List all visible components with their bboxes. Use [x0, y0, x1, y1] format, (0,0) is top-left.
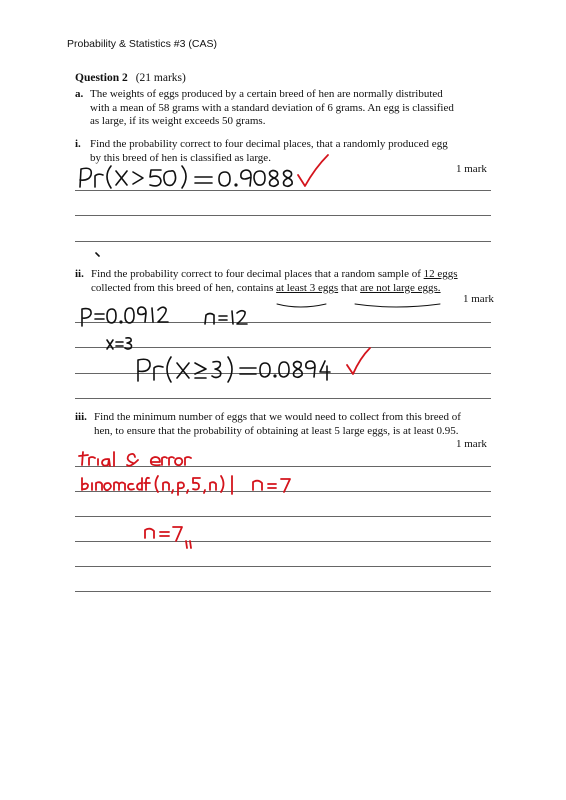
part-iii-line-2: hen, to ensure that the probability of obtaining at least 5 large eggs, is at least 0.95.: [94, 424, 459, 437]
part-iii-mark: 1 mark: [456, 438, 487, 450]
part-ii-underline-not-large: are not large eggs.: [360, 281, 441, 294]
handwriting-part-i: [80, 166, 292, 188]
part-ii-underline-at-least-3-eggs: at least 3 eggs: [276, 281, 339, 294]
stray-mark: [96, 253, 99, 256]
part-ii-mark: 1 mark: [463, 293, 494, 305]
tick-icon: [298, 155, 328, 186]
handwriting-part-ii-line-2: [107, 338, 132, 349]
part-ii-label: ii.: [75, 268, 84, 280]
part-i-mark: 1 mark: [456, 163, 487, 175]
part-ii-line-2-c: that: [338, 281, 361, 294]
handwriting-part-iii-trial-and-error: [79, 452, 191, 466]
tick-icon: [347, 348, 370, 374]
part-i-line-2: by this breed of hen is classified as large.: [90, 151, 271, 164]
part-ii-line-1-a: Find the probability correct to four decimal places that a random sample of: [91, 268, 424, 280]
part-a-line-1: The weights of eggs produced by a certain breed of hen are normally distributed: [90, 88, 443, 100]
page-header: Probability & Statistics #3 (CAS): [67, 38, 217, 50]
question-label: Question 2: [75, 72, 128, 84]
handwriting-part-iii-answer: [145, 527, 191, 548]
question-marks: (21 marks): [135, 72, 186, 84]
handwriting-part-ii-line-3: [138, 357, 330, 382]
part-a-line-2: with a mean of 58 grams with a standard deviation of 6 grams. An egg is classified: [90, 101, 454, 114]
part-a-line-3: as large, if its weight exceeds 50 grams.: [90, 115, 266, 127]
part-iii-label: iii.: [75, 411, 87, 423]
part-ii-underline-12-eggs: 12 eggs: [423, 268, 458, 280]
handwriting-part-iii-binomcdf: [82, 476, 290, 495]
handwriting-part-ii-line-1: [82, 307, 247, 326]
part-ii-line-2-a: collected from this breed of hen, contains: [91, 281, 277, 294]
part-i-label: i.: [75, 138, 81, 150]
part-a-label: a.: [75, 88, 84, 100]
part-iii-line-1: Find the minimum number of eggs that we would need to collect from this breed of: [94, 411, 461, 423]
curly-underline: [355, 304, 440, 307]
curly-underline: [277, 304, 326, 307]
part-i-line-1: Find the probability correct to four decimal places, that a randomly produced egg: [90, 138, 448, 150]
